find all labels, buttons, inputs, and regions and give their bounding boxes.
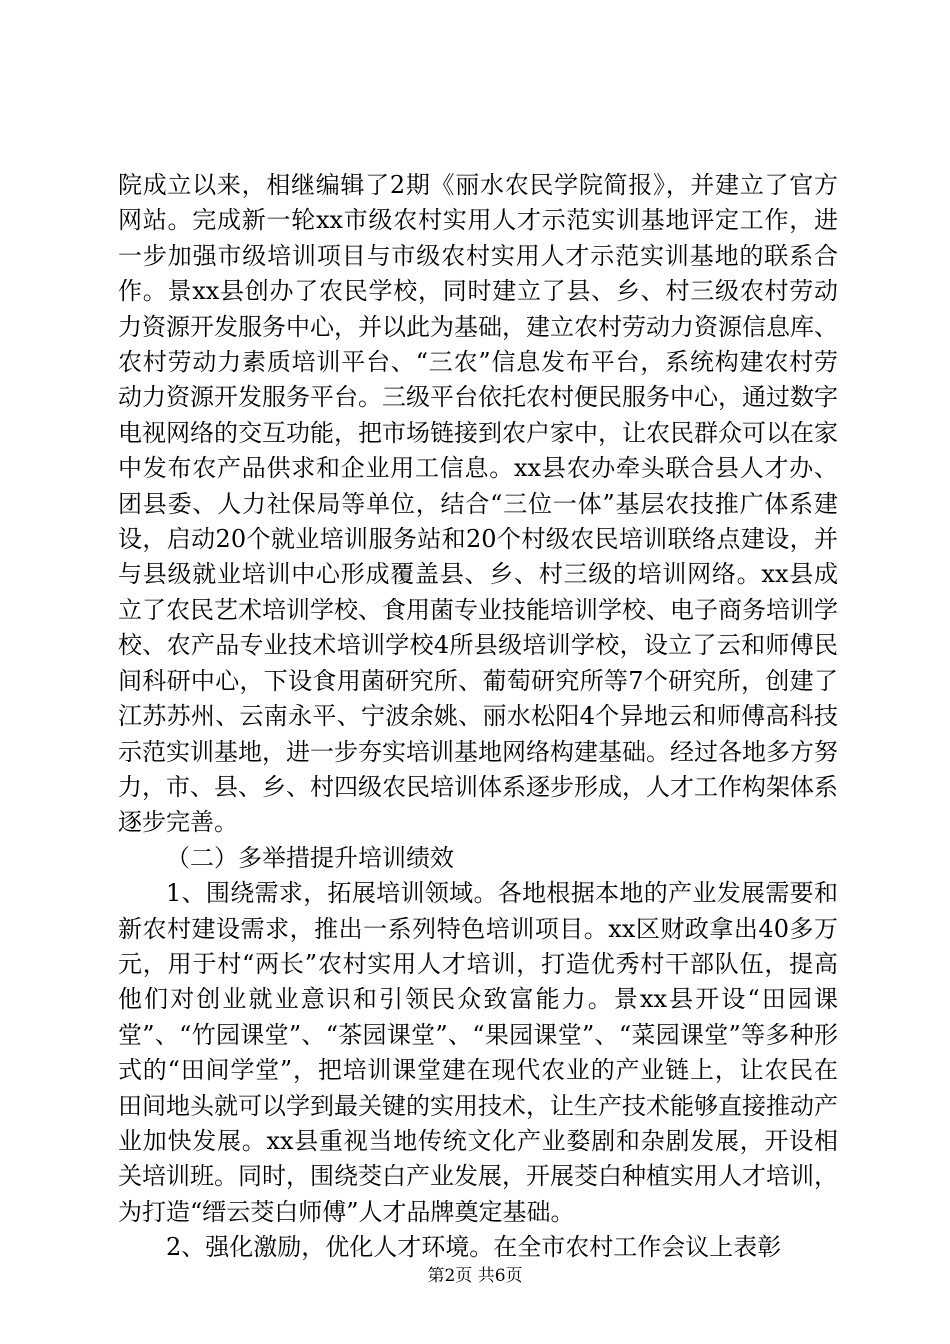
paragraph-item-1: 1、围绕需求，拓展培训领域。各地根据本地的产业发展需要和新农村建设需求，推出一系列特色培训项目。xx区财政拿出40多万元，用于村“两长”农村实用人才培训，打造优秀村干部队伍，提高他们对创业就业意识和引领民众致富能力。景xx县开设“田园课堂”、“竹园课堂”、“茶园课堂”、“果园课堂”、“菜园课堂”等多种形式的“田间学堂”，把培训课堂建在现代农业的产业链上，让农民在田间地头就可以学到最关键的实用技术，让生产技术能够直接推动产业加快发展。xx县重视当地传统文化产业婺剧和杂剧发展，开设相关培训班。同时，围绕茭白产业发展，开展茭白种植实用人才培训，为打造“缙云茭白师傅”人才品牌奠定基础。 — [118, 879, 838, 1226]
paragraph-continued: 院成立以来，相继编辑了2期《丽水农民学院简报》，并建立了官方网站。完成新一轮xx市级农村实用人才示范实训基地评定工作，进一步加强市级培训项目与市级农村实用人才示范实训基地的联系合作。景xx县创办了农民学校，同时建立了县、乡、村三级农村劳动力资源开发服务中心，并以此为基础，建立农村劳动力资源信息库、农村劳动力素质培训平台、“三农”信息发布平台，系统构建农村劳动力资源开发服务平台。三级平台依托农村便民服务中心，通过数字电视网络的交互功能，把市场链接到农户家中，让农民群众可以在家中发布农产品供求和企业用工信息。xx县农办牵头联合县人才办、团县委、人力社保局等单位，结合“三位一体”基层农技推广体系建设，启动20个就业培训服务站和20个村级农民培训联络点建设，并与县级就业培训中心形成覆盖县、乡、村三级的培训网络。xx县成立了农民艺术培训学校、食用菌专业技能培训学校、电子商务培训学校、农产品专业技术培训学校4所县级培训学校，设立了云和师傅民间科研中心，下设食用菌研究所、葡萄研究所等7个研究所，创建了江苏苏州、云南永平、宁波余姚、丽水松阳4个异地云和师傅高科技示范实训基地，进一步夯实培训基地网络构建基础。经过各地多方努力，市、县、乡、村四级农民培训体系逐步形成，人才工作构架体系逐步完善。 — [118, 171, 838, 837]
section-heading: （二）多举措提升培训绩效 — [166, 843, 454, 872]
document-body — [118, 168, 838, 1266]
paragraph-item-2: 2、强化激励，优化人才环境。在全市农村工作会议上表彰 — [166, 1233, 782, 1262]
page-footer: 第2页 共6页 — [427, 1266, 523, 1286]
